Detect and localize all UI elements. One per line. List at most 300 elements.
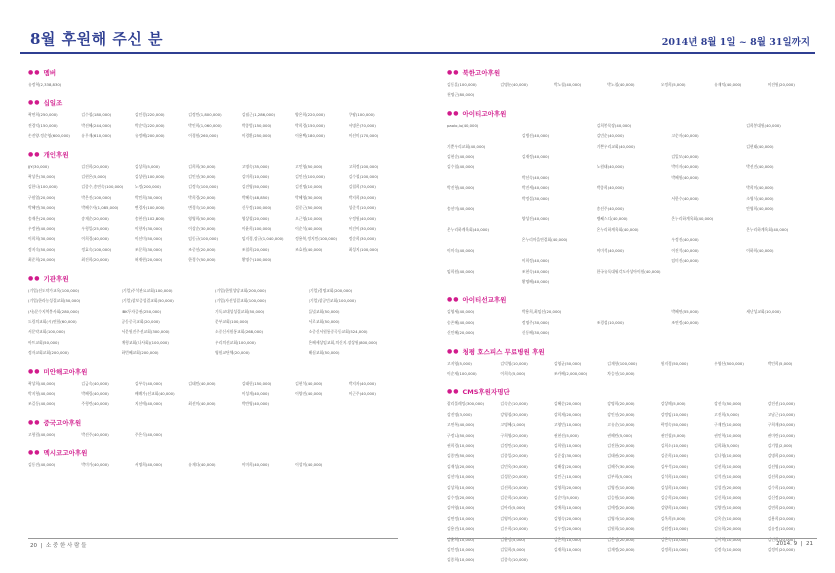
donor-entry: 임미진(40,000): [671, 258, 699, 264]
donor-entry: 구정니(50,000): [447, 432, 475, 438]
donor-entry: 김양진(10,000): [714, 505, 742, 511]
donor-entry: [597, 152, 668, 162]
donor-entry: 박선주(40,000): [81, 431, 109, 437]
donor-list: [28, 80, 398, 90]
footer-separator: |: [798, 541, 805, 547]
donor-entry: 김숙순(10,000): [500, 401, 528, 407]
donor-entry: 구재민(10,000): [714, 422, 742, 428]
donor-entry: 영상철(20,000): [241, 215, 269, 221]
donor-entry: 권미란(10,000): [767, 432, 795, 438]
date-range: 2014년 8월 1일 ~ 8월 31일까지: [661, 37, 810, 48]
donor-entry: 김상희(10,000): [447, 484, 475, 490]
donor-entry: 김태권(20,000): [607, 453, 635, 459]
donor-entry: [671, 183, 742, 193]
section-title: CMS후원자명단: [462, 388, 510, 397]
donor-entry: 이선미(170,000): [348, 133, 379, 139]
donor-entry: 김해주(30,000): [607, 463, 635, 469]
donor-entry: [597, 256, 668, 266]
donor-entry: [522, 142, 593, 152]
donor-entry: 김수철(40,000): [447, 164, 475, 170]
donor-entry: (기업)경명교회(200,000): [308, 287, 353, 293]
donor-entry: 잘리풀레밍(300,000): [447, 401, 485, 407]
donor-entry: 고순자(40,000): [671, 133, 699, 139]
left-footer-divider: [28, 538, 398, 539]
donor-entry: 이미숙(40,000): [447, 247, 475, 253]
donor-entry: 김상현(100,000): [134, 174, 165, 180]
donor-section: [28, 448, 398, 470]
donor-entry: 김선희(10,000): [500, 484, 528, 490]
donor-entry: [447, 277, 518, 287]
donor-entry: 송현선(102,800): [134, 215, 165, 221]
donor-list: [28, 460, 398, 470]
donor-list: [28, 286, 398, 359]
donor-entry: 한경수(50,000): [188, 257, 216, 263]
donor-entry: 김혜순(20,000): [553, 401, 582, 407]
donor-entry: [597, 307, 668, 317]
donor-section: [28, 150, 398, 266]
donor-entry: 설중근(50,000): [295, 205, 323, 211]
donor-entry: 주은식(40,000): [134, 431, 163, 437]
donor-entry: 고유순(10,000): [607, 422, 635, 428]
section-heading: [447, 295, 817, 304]
donor-entry: [746, 235, 817, 245]
donor-entry: 김민순(40,000): [596, 133, 624, 139]
donor-entry: 박지형(40,000): [28, 390, 56, 396]
donor-entry: 김순미(5,000): [553, 495, 579, 500]
donor-entry: 김옥순(10,000): [714, 515, 742, 521]
donor-entry: 김정민(1,800,000): [188, 112, 222, 118]
donor-entry: 박선혜(244,000): [81, 122, 112, 128]
donor-entry: 김희원(10,000): [553, 442, 582, 448]
bullet-icon: ●●: [28, 69, 41, 76]
donor-entry: 박정섭(30,000): [521, 195, 550, 201]
donor-entry: 정효숙(100,000): [81, 246, 112, 252]
donor-entry: 김수철(180,000): [81, 112, 112, 118]
donor-entry: 김필근(1,286,000): [241, 112, 275, 118]
donor-entry: 조카혜(2,000,000): [553, 370, 588, 376]
section-title: 청평 호스피스 무료병원 후원: [462, 347, 545, 356]
donor-entry: 김인희(20,000): [767, 536, 795, 542]
donor-entry: 최준희(20,000): [28, 257, 56, 263]
section-heading: [447, 387, 817, 396]
donor-entry: 조길동(40,000): [28, 401, 56, 407]
donor-entry: 새난성교회(10,000): [746, 309, 781, 315]
donor-entry: 박순덕(220,000): [134, 122, 165, 128]
donor-entry: 유재다(40,000): [188, 462, 216, 468]
donor-entry: 최성지(100,000): [348, 246, 379, 252]
donor-entry: 임지경,장규(1,040,000): [241, 236, 284, 242]
donor-section: [447, 109, 817, 288]
donor-entry: 강상헤(5,000): [660, 401, 686, 407]
donor-entry: 김희희(30,000): [188, 163, 216, 169]
donor-entry: 곽상희(40,000): [28, 380, 56, 386]
donor-entry: 이용택(180,000): [295, 133, 325, 139]
bullet-icon: ●●: [28, 99, 41, 107]
donor-list: [28, 379, 398, 410]
donor-entry: 김선미(10,000): [447, 474, 475, 480]
donor-entry: [522, 246, 593, 256]
donor-entry: [671, 142, 742, 152]
donor-entry: 김민근(10,000): [553, 474, 582, 480]
section-title: 북한고아후원: [462, 69, 501, 77]
donor-entry: 김민욱(30,000): [500, 463, 528, 469]
donor-entry: 이성재(40,000): [241, 390, 269, 396]
donor-entry: 김선희(10,000): [714, 463, 742, 469]
donor-entry: 김성문(20,000): [500, 474, 528, 480]
donor-entry: 김영숙(20,000): [553, 515, 582, 521]
donor-entry: 배례가(선교회(40,000): [134, 390, 175, 396]
donor-entry: 김우희(10,000): [500, 526, 528, 532]
bullet-icon: ●●: [28, 367, 41, 375]
donor-entry: 이진원(20,000): [767, 82, 795, 87]
donor-entry: 김현순(40,000): [447, 154, 475, 160]
donor-entry: 박노철(40,000): [553, 82, 582, 87]
donor-entry: 우리의선교회(100,000): [215, 339, 256, 345]
donor-entry: 김재성(20,000): [447, 463, 475, 469]
donor-entry: 김동훈(100,000): [447, 82, 477, 87]
donor-entry: 지선애(40,000): [134, 401, 163, 407]
donor-entry: 소중신서원통중곡동교회(524,000): [308, 329, 368, 335]
donor-entry: 김승희(20,000): [660, 495, 688, 500]
donor-entry: 이경환(250,000): [241, 133, 272, 139]
bullet-icon: ●●: [28, 449, 41, 457]
donor-entry: 정지숙(50,000): [28, 246, 56, 252]
donor-entry: 우정진(40,000): [671, 237, 699, 243]
donor-entry: 박혜원(40,000): [671, 174, 699, 180]
donor-entry: 김현태(40,000): [746, 143, 774, 149]
donor-entry: (사)문수지역봉사회(280,000): [28, 308, 79, 314]
donor-entry: 온누리하계육회(40,000): [746, 226, 789, 232]
page-header: [20, 28, 815, 56]
donor-entry: 임동규(100,000): [188, 236, 218, 242]
footer-separator: |: [38, 543, 45, 549]
donor-entry: 박혜연(55,000): [671, 309, 699, 315]
donor-entry: 조철희(20,000): [241, 246, 269, 252]
donor-entry: 이성미(40,000): [295, 462, 323, 468]
donor-entry: 이순제(100,000): [447, 370, 477, 376]
donor-entry: 김원정(10,000): [660, 526, 688, 532]
donor-entry: 김종수,송연숙(100,000): [81, 184, 124, 190]
section-title: 중국고아후원: [43, 418, 82, 427]
donor-entry: 양성진(40,000): [521, 216, 550, 222]
donor-entry: 노정(200,000): [134, 184, 161, 190]
bullet-icon: ●●: [28, 418, 41, 426]
donor-entry: 조경섭(10,000): [596, 319, 624, 325]
donor-entry: 이희정(40,000): [521, 258, 550, 264]
donor-entry: [671, 225, 742, 235]
donor-entry: 김은정(20,000): [607, 536, 635, 542]
donor-entry: 정명주(30,000): [521, 319, 550, 325]
donor-entry: 김태민(40,000): [188, 380, 216, 386]
donor-entry: 양은희(220,000): [295, 112, 325, 118]
donor-entry: 박종범(150,000): [241, 122, 272, 128]
donor-section: [447, 387, 817, 566]
left-page-number: 20: [30, 543, 37, 549]
donor-entry: 김재향(100,000): [607, 360, 637, 366]
donor-entry: 강인선(20,000): [607, 411, 635, 417]
donor-entry: 송재은(20,000): [28, 215, 56, 221]
section-heading: [28, 367, 398, 376]
donor-entry: 박희미(40,000): [746, 185, 774, 191]
donor-entry: 박미가(40,000): [81, 462, 109, 468]
donor-entry: 김정미(20,000): [767, 547, 795, 553]
donor-entry: 이진석(40,000): [671, 247, 699, 253]
donor-entry: 곽정숙(50,000): [660, 422, 688, 428]
donor-entry: 송선주(40,000): [596, 206, 624, 212]
donor-entry: 이윤희(100,000): [241, 226, 272, 232]
donor-entry: 예형교회(나사회)(100,000): [121, 339, 169, 345]
donor-entry: 강영철(30,000): [500, 411, 528, 417]
donor-list: [28, 162, 398, 266]
issue-date: 2014. 9: [776, 541, 798, 547]
donor-entry: 김연정(10,000): [447, 515, 475, 521]
donor-entry: 박지희(30,000): [348, 194, 376, 200]
section-title: 미안해고아후원: [43, 367, 88, 376]
donor-entry: (기업)선도약가교육(100,000): [28, 287, 79, 293]
donor-entry: 김종면(50,000): [447, 453, 475, 459]
donor-entry: 김유정(10,000): [767, 526, 795, 532]
donor-entry: 김부석(20,000): [660, 463, 688, 469]
donor-entry: 권희경(10,000): [447, 442, 475, 448]
right-page-number: 21: [806, 541, 813, 547]
donor-entry: 허재현(20,000): [134, 257, 163, 263]
donor-entry: 김병선(40,000): [521, 133, 550, 139]
donor-entry: 김종숙(10,000): [500, 557, 528, 563]
donor-entry: 권인철(5,000): [660, 432, 686, 438]
donor-entry: 김수희(10,000): [767, 484, 795, 490]
donor-entry: 박은진(100,000): [81, 194, 112, 200]
section-title: 기관후원: [43, 274, 69, 283]
donor-entry: 김윤희(10,000): [447, 536, 475, 542]
donor-entry: [597, 173, 668, 183]
donor-entry: 김원희(10,000): [607, 526, 635, 532]
donor-entry: [522, 121, 593, 131]
donor-entry: 김해상(20,000): [553, 463, 582, 469]
donor-entry: 임희원(40,000): [447, 268, 475, 274]
donor-entry: 김희봉대원(40,000): [746, 122, 781, 128]
donor-entry: 은혜세상임교회,의신지.장상원(800,000): [308, 339, 378, 345]
donor-entry: 유무재(610,000): [81, 133, 112, 139]
donor-entry: 공동중곡교회(20,000): [121, 318, 160, 324]
donor-entry: 오정희(5,000): [660, 82, 686, 87]
donor-entry: 기뿐우리교회(40,000): [447, 143, 486, 149]
donor-entry: 김영세(40,000): [447, 309, 475, 315]
donor-entry: 소영식(40,000): [746, 195, 774, 201]
donor-entry: 김수정(20,000): [447, 495, 475, 500]
donor-entry: 서명은(70,000): [348, 122, 376, 128]
donor-entry: 서명희(40,000): [134, 462, 163, 468]
left-footer: [30, 541, 86, 549]
page-title: 8월 후원해 주신 분: [30, 30, 164, 48]
bullet-icon: ●●: [447, 69, 460, 76]
magazine-title: 소 중 한 사 람 들: [45, 543, 87, 549]
donor-entry: 정용북,정지민(100,000): [295, 236, 338, 242]
bullet-icon: ●●: [447, 296, 460, 304]
section-heading: [28, 150, 398, 159]
donor-entry: (기업)자선성결교회(100,000): [215, 298, 266, 304]
donor-entry: 김한나(100,000): [28, 184, 58, 190]
donor-entry: 고형림(40,000): [28, 431, 56, 437]
donor-entry: 이희경(40,000): [81, 236, 109, 242]
donor-entry: 고명숙(35,000): [241, 163, 269, 169]
donor-list: [28, 110, 398, 141]
bullet-icon: ●●: [28, 274, 41, 282]
donor-entry: 김금숙(40,000): [81, 380, 109, 386]
donor-entry: 김연희(20,000): [767, 505, 795, 511]
donor-entry: 박혜영(30,000): [295, 194, 323, 200]
donor-entry: 이순석(40,000): [295, 226, 323, 232]
donor-entry: 우형일(25,000): [81, 226, 109, 232]
donor-entry: 김재희(10,000): [553, 547, 582, 553]
donor-entry: 박인희(5,000): [767, 360, 793, 366]
donor-entry: 유정혜(200,000): [134, 133, 165, 139]
donor-entry: 해심교회(50,000): [308, 350, 340, 356]
donor-entry: 조현숙(40,000): [521, 268, 550, 274]
donor-entry: 유재익(40,000): [714, 82, 742, 87]
donor-entry: 김유희(20,000): [714, 526, 742, 532]
donor-entry: 이경원(260,000): [188, 133, 218, 139]
donor-entry: [522, 225, 593, 235]
donor-entry: 이상순(30,000): [188, 226, 216, 232]
section-heading: [447, 68, 817, 77]
donor-entry: [447, 256, 518, 266]
donor-entry: 서로교회(50,000): [308, 318, 340, 324]
donor-entry: 김애정(20,000): [607, 505, 635, 511]
donor-entry: 김수철(100,000): [348, 174, 379, 180]
donor-entry: 김부숙(40,000): [134, 380, 163, 386]
donor-entry: 박혜숙(48,850): [241, 194, 269, 200]
donor-entry: 이건이(30,000): [348, 226, 376, 232]
donor-entry: 김신희(10,000): [714, 495, 742, 500]
donor-entry: 천명근(80,000): [447, 92, 475, 98]
donor-entry: 김윤정(5,000): [500, 536, 526, 542]
section-title: 아이티고아후원: [462, 109, 507, 118]
donor-entry: 조연정(40,000): [671, 319, 699, 325]
donor-list: [28, 430, 398, 440]
donor-entry: 박미자(40,000): [671, 164, 699, 170]
donor-entry: 강선숙(50,000): [714, 401, 742, 407]
donor-entry: 신무정(100,000): [241, 205, 272, 211]
donor-entry: 한국유독대워각도사상아이원(40,000): [596, 268, 661, 274]
donor-entry: 유정혁(2,338,830): [28, 82, 62, 87]
right-footer-divider: [447, 538, 817, 539]
donor-entry: 김진명(10,000): [295, 184, 323, 190]
donor-entry: 이근주(40,000): [348, 390, 376, 396]
donor-entry: 정순희(30,000): [348, 236, 376, 242]
donor-entry: 송선미(40,000): [447, 206, 475, 212]
donor-entry: [746, 267, 817, 277]
donor-entry: 이향자(30,000): [134, 226, 163, 232]
donor-entry: 김성진(20,000): [714, 484, 742, 490]
donor-entry: 성준석(10,000): [348, 205, 376, 211]
donor-entry: 소중신서원통교회(268,000): [215, 329, 264, 335]
donor-entry: 박혜수자(1,085,000): [81, 205, 119, 211]
donor-entry: 기쁜우리교회(40,000): [596, 143, 635, 149]
donor-entry: 주형련(40,000): [81, 401, 109, 407]
donor-entry: 김부희(5,000): [607, 474, 633, 480]
donor-list: [447, 399, 817, 566]
donor-entry: 김준삼(30,000): [553, 453, 582, 459]
donor-entry: 김은희(10,000): [553, 536, 582, 542]
donor-entry: 김아영(10,000): [447, 505, 475, 511]
donor-entry: [671, 121, 742, 131]
donor-entry: 박지자(40,000): [348, 380, 376, 386]
donor-section: [28, 98, 398, 141]
donor-entry: 강명희(20,000): [607, 401, 635, 407]
donor-entry: 김정희(10,000): [660, 547, 688, 553]
donor-entry: 김영진(10,000): [607, 484, 635, 490]
donor-entry: 권인혁(10,000): [714, 432, 742, 438]
section-heading: [28, 448, 398, 457]
section-heading: [28, 274, 398, 283]
donor-entry: 김희봉목장(40,000): [596, 122, 632, 128]
donor-entry: 김순희(10,000): [500, 495, 528, 500]
donor-entry: 김현은(5,000): [81, 174, 107, 180]
donor-entry: 조중선(20,000): [188, 246, 216, 252]
donor-entry: 김은숙(10,000): [660, 536, 688, 542]
donor-entry: 이희숙(5,000): [500, 370, 526, 376]
donor-section: [28, 274, 398, 359]
donor-entry: 영영희(50,000): [188, 215, 216, 221]
donor-entry: 김준희(10,000): [660, 453, 688, 459]
right-footer: [776, 541, 813, 547]
section-title: 아이티선교후원: [462, 296, 507, 305]
donor-entry: 김인선(30,000): [188, 174, 216, 180]
donor-entry: 김인경(220,000): [134, 112, 165, 118]
bullet-icon: ●●: [28, 150, 41, 158]
donor-entry: 김이희(10,000): [714, 536, 742, 542]
donor-list: [447, 359, 817, 380]
donor-entry: 구희영(20,000): [500, 432, 528, 438]
donor-entry: 김용희(20,000): [767, 515, 795, 521]
donor-entry: 고명혜(1,000): [500, 422, 526, 428]
donor-list: [447, 121, 817, 288]
donor-entry: 우정현(40,000): [28, 226, 56, 232]
donor-entry: 정자교회교회(200,000): [28, 350, 69, 356]
donor-entry: 신인혜(20,000): [447, 330, 475, 336]
donor-entry: 김철희(70,000): [348, 184, 376, 190]
donor-entry: 김재정(40,000): [521, 154, 550, 160]
donor-entry: 김정민(10,000): [500, 442, 528, 448]
donor-entry: 박선진(40,000): [746, 164, 774, 170]
donor-entry: 김성희(10,000): [660, 484, 688, 490]
donor-entry: 김미희(10,000): [241, 174, 269, 180]
donor-entry: 김영자(10,000): [607, 515, 635, 521]
donor-entry: 박란영(40,000): [241, 401, 269, 407]
donor-entry: 김우정(20,000): [553, 526, 582, 532]
donor-entry: 김신정(20,000): [767, 495, 795, 500]
donor-entry: 박선숙(40,000): [521, 174, 550, 180]
bullet-icon: ●●: [447, 109, 460, 117]
donor-entry: 김용진(10,000): [447, 526, 475, 532]
donor-entry: 아트교회(50,000): [28, 339, 59, 345]
donor-entry: [671, 267, 742, 277]
donor-entry: 김기열(2,000): [767, 442, 793, 448]
donor-entry: 원지경(50,000): [660, 360, 688, 366]
donor-entry: 엠쎄스디(40,000): [596, 216, 628, 222]
donor-entry: 김인정(10,000): [447, 547, 475, 553]
donor-entry: 황명혜(40,000): [521, 278, 550, 284]
donor-entry: 변경자(100,000): [134, 205, 165, 211]
donor-entry: 김석진(10,000): [714, 474, 742, 480]
donor-list: [447, 307, 817, 338]
donor-entry: 김애희(10,000): [553, 505, 582, 511]
donor-entry: 변경숙(10,000): [188, 205, 216, 211]
section-title: 십일조: [43, 99, 63, 108]
donor-entry: 온누리하계육회(40,000): [671, 216, 714, 222]
donor-entry: 박노철(40,000): [607, 82, 635, 87]
donor-entry: [746, 131, 817, 141]
